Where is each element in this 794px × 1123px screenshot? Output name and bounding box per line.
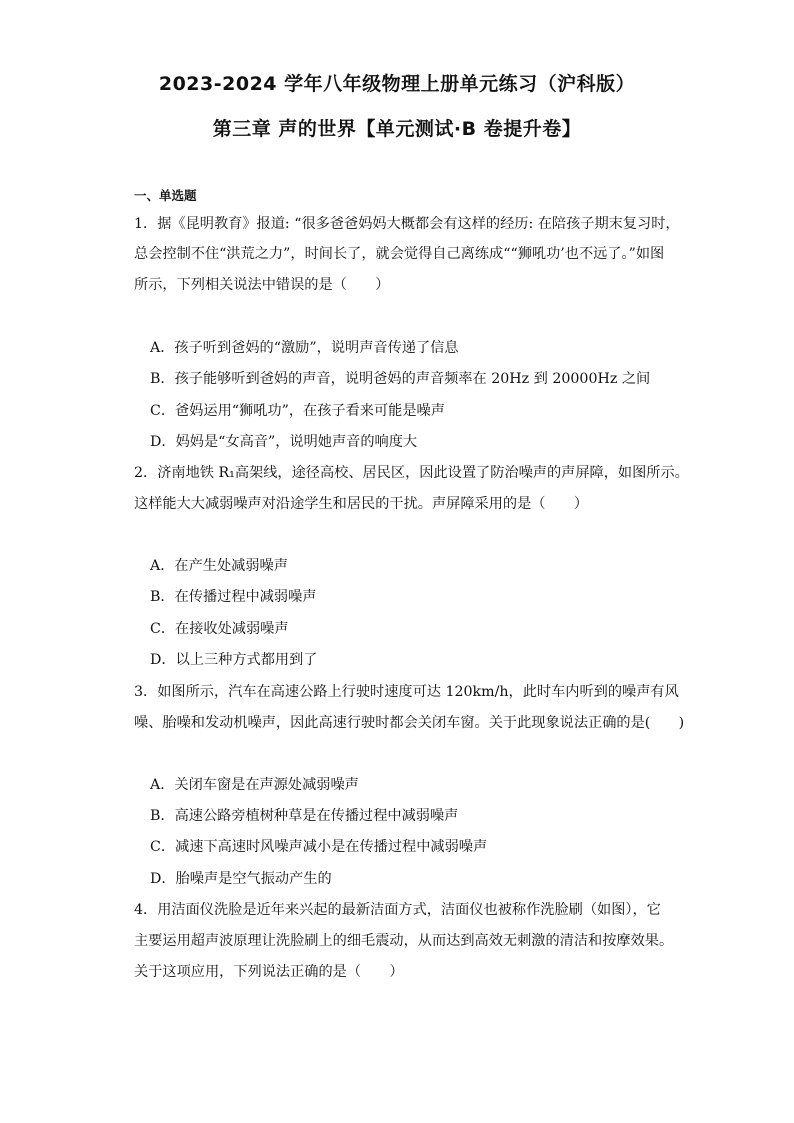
document-subtitle: 第三章 声的世界【单元测试·B 卷提升卷】	[212, 118, 582, 140]
question-2-option-c: C．在接收处减弱噪声	[150, 621, 289, 637]
document-title: 2023-2024 学年八年级物理上册单元练习（沪科版）	[158, 73, 636, 95]
question-1-line-3: 所示，下列相关说法中错误的是（ ）	[134, 277, 390, 293]
question-4-line-1: 4．用洁面仪洗脸是近年来兴起的最新洁面方式，洁面仪也被称作洗脸刷（如图），它	[134, 902, 661, 918]
question-1-option-c: C．爸妈运用“狮吼功”，在孩子看来可能是噪声	[150, 403, 445, 419]
question-1-line-1: 1．据《昆明教育》报道: “很多爸爸妈妈大概都会有这样的经历: 在陪孩子期末复习时，	[134, 216, 680, 232]
question-3-line-1: 3．如图所示，汽车在高速公路上行驶时速度可达 120km/h，此时车内听到的噪声有风	[134, 684, 679, 700]
question-4-line-2: 主要运用超声波原理让洗脸刷上的细毛震动，从而达到高效无刺激的清洁和按摩效果。	[134, 933, 674, 949]
question-2-option-d: D．以上三种方式都用到了	[150, 652, 318, 668]
question-1-option-d: D．妈妈是“女高音”，说明她声音的响度大	[150, 434, 418, 450]
question-3-option-b: B．高速公路旁植树种草是在传播过程中减弱噪声	[150, 808, 459, 824]
question-1-option-a: A．孩子听到爸妈的“激励”，说明声音传递了信息	[150, 340, 459, 356]
question-1-option-b: B．孩子能够听到爸妈的声音，说明爸妈的声音频率在 20Hz 到 20000Hz 之间	[150, 371, 651, 387]
question-3-line-2: 噪、胎噪和发动机噪声，因此高速行驶时都会关闭车窗。关于此现象说法正确的是( )	[134, 715, 685, 731]
question-2-option-b: B．在传播过程中减弱噪声	[150, 589, 317, 605]
question-2-line-1: 2．济南地铁 R₁高架线，途径高校、居民区，因此设置了防治噪声的声屏障，如图所示。	[134, 465, 689, 481]
question-3-option-d: D．胎噪声是空气振动产生的	[150, 871, 332, 887]
question-4-line-3: 关于这项应用，下列说法正确的是（ ）	[134, 964, 404, 980]
question-3-option-a: A．关闭车窗是在声源处减弱噪声	[150, 777, 359, 793]
question-2-option-a: A．在产生处减弱噪声	[150, 558, 288, 574]
question-1-line-2: 总会控制不住“洪荒之力”，时间长了，就会觉得自己离练成““狮吼功’也不远了。”如图	[134, 246, 665, 262]
question-3-option-c: C．减速下高速时风噪声减小是在传播过程中减弱噪声	[150, 839, 488, 855]
question-2-line-2: 这样能大大减弱噪声对沿途学生和居民的干扰。声屏障采用的是（ ）	[134, 496, 589, 512]
section-heading: 一、单选题	[134, 188, 197, 203]
